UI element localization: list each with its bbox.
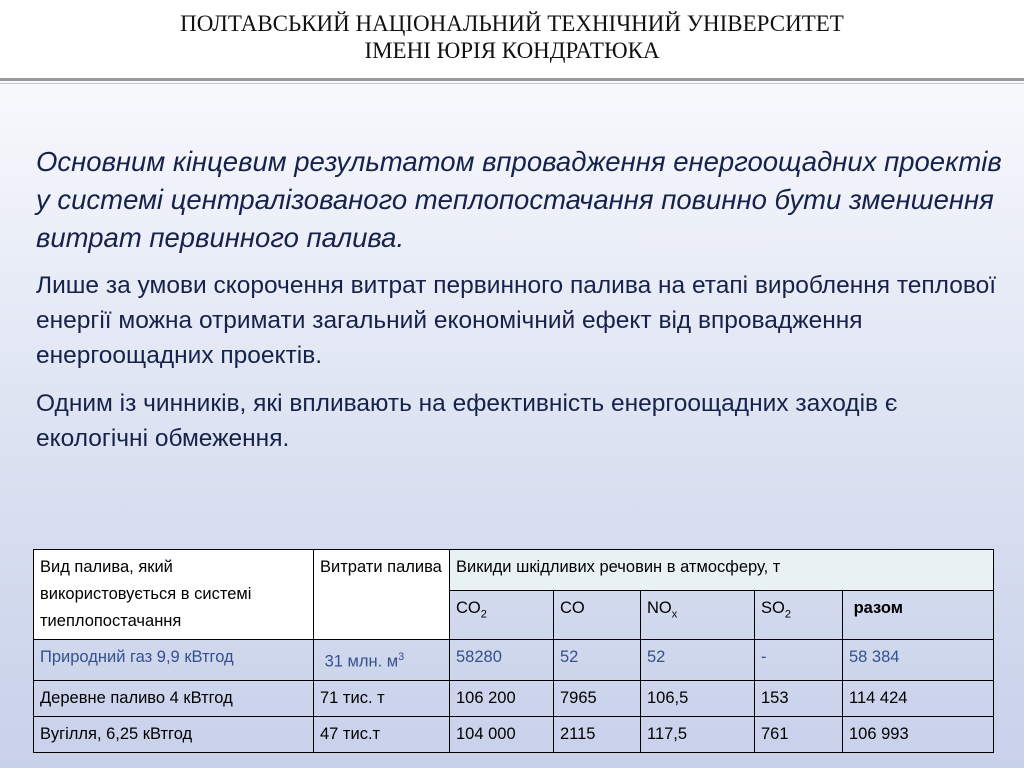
paragraph-main-result: Основним кінцевим результатом впровадження енергоощадних проектів у системі централізованого теплопостачання повинно бути зменшення витрат первинного палива. — [36, 146, 1002, 253]
header-title-line2: ІМЕНІ ЮРІЯ КОНДРАТЮКА — [364, 38, 660, 63]
header-consumption: Витрати палива — [314, 550, 450, 640]
cell-so2: 153 — [755, 680, 843, 716]
cell-co2: 106 200 — [450, 680, 554, 716]
header-title-line1: ПОЛТАВСЬКИЙ НАЦІОНАЛЬНИЙ ТЕХНІЧНИЙ УНІВЕРСИТЕТ — [180, 11, 844, 36]
table-row — [34, 680, 994, 716]
cell-consumption: 47 тис.т — [314, 716, 450, 752]
header-divider — [0, 78, 1024, 81]
emissions-table — [33, 549, 994, 753]
cell-co: 2115 — [554, 716, 641, 752]
subheader-so2: $SO_2$ — [755, 591, 843, 640]
cell-fuel: Вугілля, 6,25 кВтгод — [34, 716, 314, 752]
table-row — [34, 640, 994, 681]
cell-nox: 52 — [641, 640, 755, 681]
cell-nox: 106,5 — [641, 680, 755, 716]
header-divider-thin — [0, 83, 1024, 84]
cell-consumption: 31 млн. $м^3$ — [314, 640, 450, 681]
table-row — [34, 716, 994, 752]
header-fuel-type: Вид палива, який використовується в системі тиеплопостачання — [34, 550, 314, 640]
cell-total: 106 993 — [843, 716, 994, 752]
cell-so2: 761 — [755, 716, 843, 752]
cell-co2: 104 000 — [450, 716, 554, 752]
cell-consumption: 71 тис. т — [314, 680, 450, 716]
cell-co: 52 — [554, 640, 641, 681]
subheader-co2: $CO_2$ — [450, 591, 554, 640]
cell-co: 7965 — [554, 680, 641, 716]
header-emissions: Викиди шкідливих речовин в атмосферу, т — [450, 550, 994, 591]
cell-nox: 117,5 — [641, 716, 755, 752]
subheader-nox: $NO_x$ — [641, 591, 755, 640]
paragraph-factors: Одним із чинників, які впливають на ефективність енергоощадних заходів є екологічні обмеження. — [36, 390, 898, 452]
cell-so2: - — [755, 640, 843, 681]
cell-fuel: Деревне паливо 4 кВтгод — [34, 680, 314, 716]
cell-co2: 58280 — [450, 640, 554, 681]
slide-body — [36, 143, 1011, 469]
cell-fuel: Природний газ 9,9 кВтгод — [34, 640, 314, 681]
paragraph-condition: Лише за умови скорочення витрат первинного палива на етапі вироблення теплової енергії можна отримати загальний економічний ефект від впровадження енергоощадних проектів. — [36, 272, 997, 369]
slide-header — [0, 0, 1024, 78]
cell-total: 114 424 — [843, 680, 994, 716]
table-header-row — [34, 550, 994, 591]
subheader-co: CO — [554, 591, 641, 640]
subheader-total: разом — [843, 591, 994, 640]
cell-total: 58 384 — [843, 640, 994, 681]
